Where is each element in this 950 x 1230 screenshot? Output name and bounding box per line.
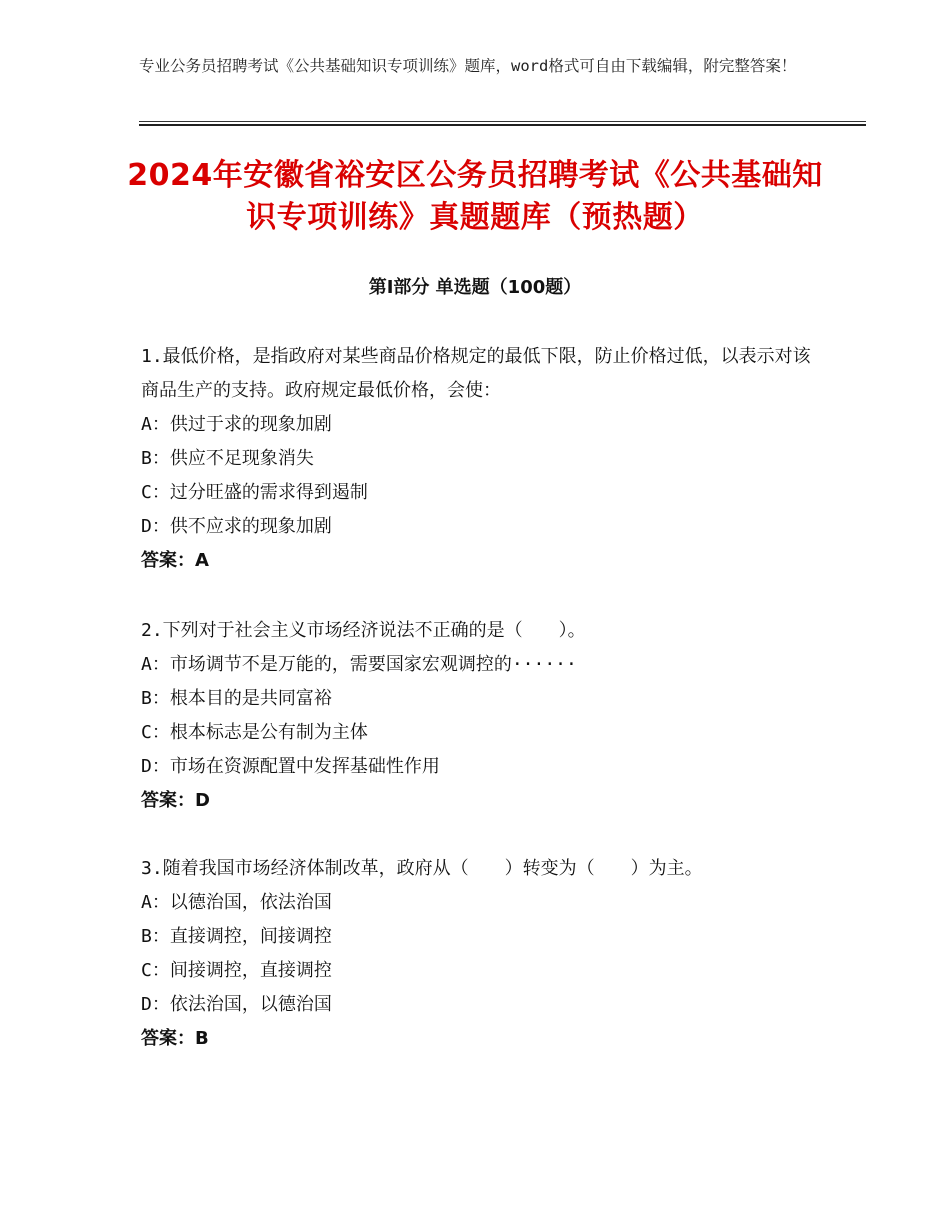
- option-d: D：依法治国，以德治国: [141, 994, 332, 1015]
- option-c: C：间接调控，直接调控: [141, 960, 332, 981]
- option-c: C：根本标志是公有制为主体: [141, 722, 368, 743]
- header-rule-top: [139, 121, 866, 122]
- option-b: B：供应不足现象消失: [141, 448, 314, 469]
- option-a: A：供过于求的现象加剧: [141, 414, 332, 435]
- option-a: A：以德治国，依法治国: [141, 892, 332, 913]
- option-d: D：供不应求的现象加剧: [141, 516, 332, 537]
- question-2: [141, 614, 821, 818]
- option-b: B：直接调控，间接调控: [141, 926, 332, 947]
- document-title: 2024年安徽省裕安区公务员招聘考试《公共基础知识专项训练》真题题库（预热题）: [127, 158, 823, 235]
- section-heading: 第Ⅰ部分 单选题（100题）: [368, 277, 582, 298]
- question-3: [141, 852, 821, 1056]
- answer-label: 答案：A: [141, 550, 209, 571]
- question-stem: 3.随着我国市场经济体制改革，政府从（ ）转变为（ ）为主。: [141, 858, 703, 879]
- header-rule-bottom: [139, 124, 866, 126]
- option-d: D：市场在资源配置中发挥基础性作用: [141, 756, 440, 777]
- answer-label: 答案：B: [141, 1028, 209, 1049]
- header-note: 专业公务员招聘考试《公共基础知识专项训练》题库，word格式可自由下载编辑，附完整答案！: [139, 57, 797, 75]
- question-1: [141, 340, 821, 578]
- question-stem: 1.最低价格，是指政府对某些商品价格规定的最低下限，防止价格过低，以表示对该商品生产的支持。政府规定最低价格，会使：: [141, 346, 811, 401]
- option-c: C：过分旺盛的需求得到遏制: [141, 482, 368, 503]
- question-stem: 2.下列对于社会主义市场经济说法不正确的是（ ）。: [141, 620, 586, 641]
- answer-label: 答案：D: [141, 790, 210, 811]
- option-a: A：市场调节不是万能的，需要国家宏观调控的······: [141, 654, 577, 675]
- option-b: B：根本目的是共同富裕: [141, 688, 332, 709]
